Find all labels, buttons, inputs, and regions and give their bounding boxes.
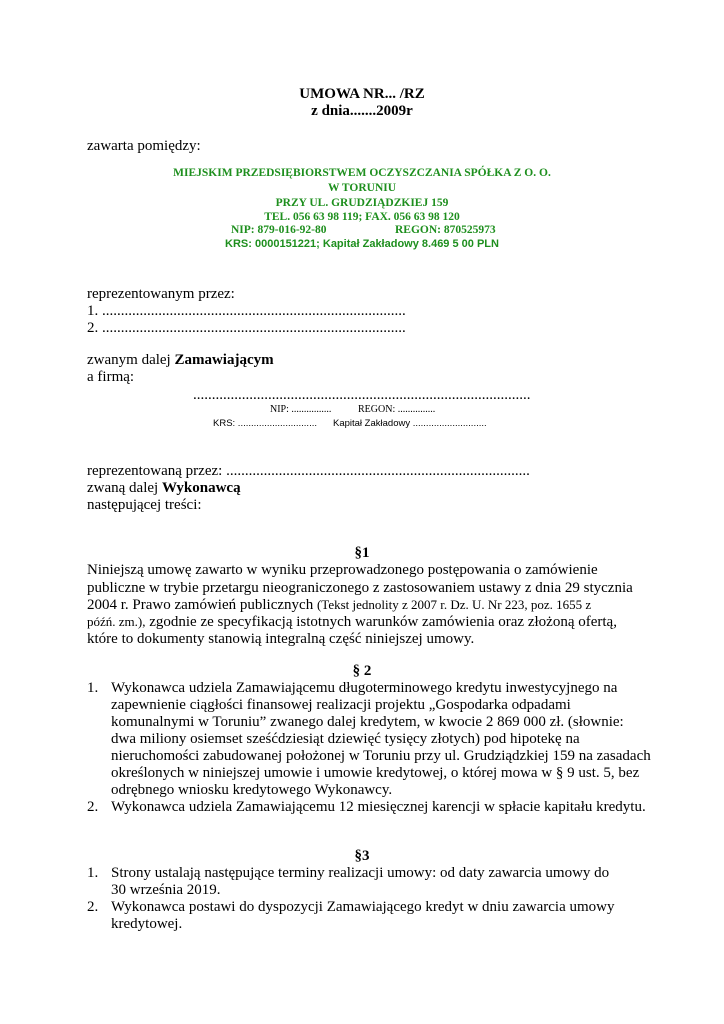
called-zamawiajacy xyxy=(87,352,274,369)
section-1-heading: §1 xyxy=(354,545,370,561)
company-phone: TEL. 056 63 98 119; FAX. 056 63 98 120 xyxy=(264,211,460,223)
s2-item-2-text: Wykonawca udziela Zamawiającemu 12 miesięcznej karencji w spłacie kapitału kredytu. xyxy=(111,799,646,815)
s3-item-1-line-1: Strony ustalają następujące terminy realizacji umowy: od daty zawarcia umowy do xyxy=(111,865,610,881)
called-name-b: Wykonawcą xyxy=(161,480,241,496)
following-text: następującej treści: xyxy=(87,497,202,513)
contract-date: z dnia.......2009r xyxy=(311,103,413,119)
company-address: PRZY UL. GRUDZIĄDZKIEJ 159 xyxy=(275,197,449,209)
firm-label: a firmą: xyxy=(87,369,135,385)
s2-item-1-line-7: odrębnego wniosku kredytowego Wykonawcy. xyxy=(111,782,393,798)
s3-item-2-line-2: kredytowej. xyxy=(111,916,183,932)
s1-line-3-a: 2004 r. Prawo zamówień publicznych xyxy=(87,597,317,613)
s2-item-1-line-1: Wykonawca udziela Zamawiającemu długoterminowego kredytu inwestycyjnego na xyxy=(111,680,618,696)
s1-line-4 xyxy=(87,614,617,631)
s2-item-1-line-5: nieruchomości zabudowanej położonej w Toruniu przy ul. Grudziądzkiej 159 na zasadach xyxy=(111,748,651,764)
s1-line-3 xyxy=(87,597,591,614)
company-nip: NIP: 879-016-92-80 xyxy=(231,224,327,236)
called-wykonawca xyxy=(87,480,241,497)
s2-item-2-number: 2. xyxy=(87,799,99,815)
intro-text: zawarta pomiędzy: xyxy=(87,138,201,154)
called-prefix: zwanym dalej xyxy=(87,352,175,368)
s2-item-1-line-6: określonych w niniejszej umowie i umowie kredytowej, o której mowa w § 9 ust. 5, bez xyxy=(111,765,640,781)
s1-line-2: publiczne w trybie przetargu nieograniczonego z zastosowaniem ustawy z dnia 29 stycznia xyxy=(87,580,633,596)
contract-title: UMOWA NR... /RZ xyxy=(299,86,425,102)
s3-item-2-number: 2. xyxy=(87,899,99,915)
section-2-heading: § 2 xyxy=(352,663,372,679)
s1-line-4-a: późń. zm.), xyxy=(87,614,146,629)
s1-line-5: które to dokumenty stanowią integralną część niniejszej umowy. xyxy=(87,631,475,647)
company-regon: REGON: 870525973 xyxy=(395,224,496,236)
s2-item-1-number: 1. xyxy=(87,680,99,696)
called-name: Zamawiającym xyxy=(174,352,274,368)
s2-item-1-line-3: komunalnymi w Toruniu” zwanego dalej kredytem, w kwocie 2 869 000 zł. (słownie: xyxy=(111,714,624,730)
s3-item-2-line-1: Wykonawca postawi do dyspozycji Zamawiającego kredyt w dniu zawarcia umowy xyxy=(111,899,615,915)
company-name: MIEJSKIM PRZEDSIĘBIORSTWEM OCZYSZCZANIA SPÓŁKA Z O. O. xyxy=(173,167,551,179)
firm-krs: KRS: .............................. xyxy=(213,418,317,429)
s1-line-1: Niniejszą umowę zawarto w wyniku przeprowadzonego postępowania o zamówienie xyxy=(87,562,598,578)
s1-line-3-b: (Tekst jednolity z 2007 r. Dz. U. Nr 223, poz. 1655 z xyxy=(316,597,592,612)
represented-line-2: 2. ................................................................................. xyxy=(87,320,406,336)
firm-capital: Kapitał Zakładowy ............................ xyxy=(333,418,487,429)
s3-item-1-number: 1. xyxy=(87,865,99,881)
s2-item-1-line-2: zapewnienie ciągłości finansowej realizacji projektu „Gospodarka odpadami xyxy=(111,697,571,713)
firm-regon: REGON: ............... xyxy=(358,404,436,415)
represented-label: reprezentowanym przez: xyxy=(87,286,235,302)
s2-item-1-line-4: dwa miliony osiemset sześćdziesiąt dziewięć tysięcy złotych) pod hipotekę na xyxy=(111,731,580,747)
s3-item-1-line-2: 30 września 2019. xyxy=(111,882,221,898)
company-city: W TORUNIU xyxy=(327,182,397,194)
firm-name-dots: .......................................................................................... xyxy=(193,387,531,403)
represented-line-1: 1. ................................................................................. xyxy=(87,303,406,319)
section-3-heading: §3 xyxy=(354,848,370,864)
firm-represented: reprezentowaną przez: ................................................................................. xyxy=(87,463,530,479)
company-krs: KRS: 0000151221; Kapitał Zakładowy 8.469 5 00 PLN xyxy=(225,238,499,250)
called-prefix-b: zwaną dalej xyxy=(87,480,162,496)
s1-line-4-b: zgodnie ze specyfikacją istotnych warunków zamówienia oraz złożoną ofertą, xyxy=(145,614,617,630)
firm-nip: NIP: ................ xyxy=(270,404,332,415)
